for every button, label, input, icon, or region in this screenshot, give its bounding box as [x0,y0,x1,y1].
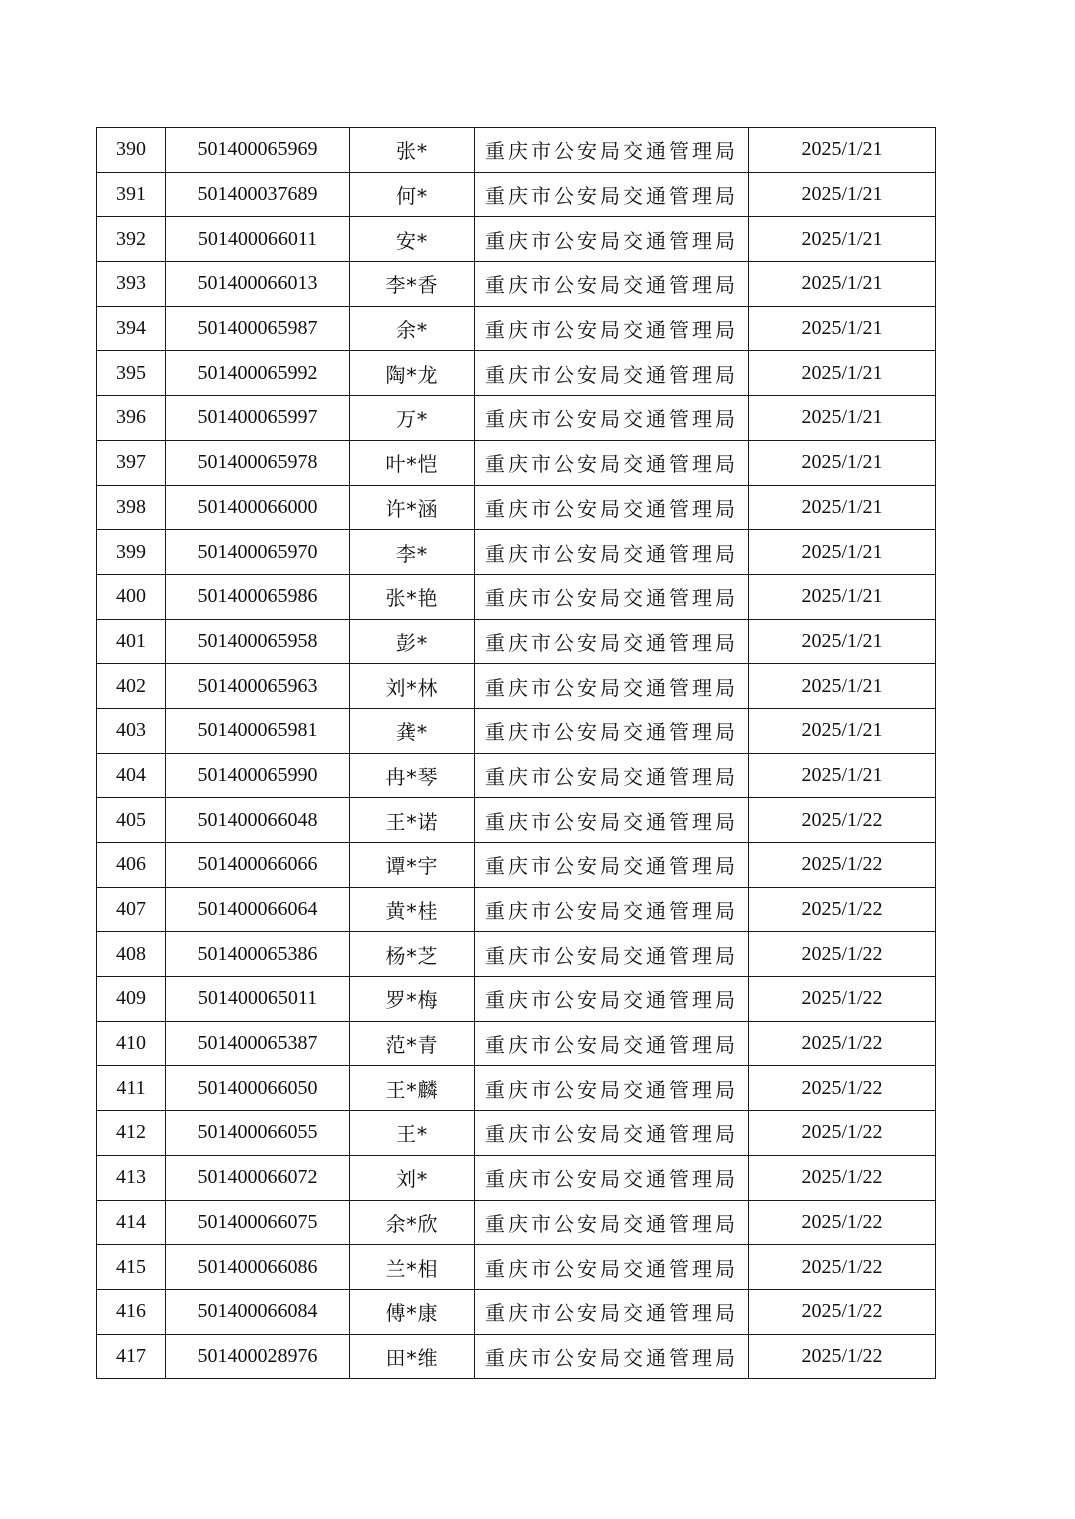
id-number-cell: 501400066048 [166,798,350,843]
row-number-cell: 416 [97,1289,166,1334]
name-cell: 傅*康 [350,1289,475,1334]
table-row [97,1289,936,1334]
row-number-cell: 392 [97,217,166,262]
date-cell: 2025/1/21 [749,440,936,485]
name-cell: 余*欣 [350,1200,475,1245]
id-number-cell: 501400065963 [166,664,350,709]
table-row [97,1066,936,1111]
organization-cell: 重庆市公安局交通管理局 [475,306,749,351]
organization-cell: 重庆市公安局交通管理局 [475,172,749,217]
row-number-cell: 399 [97,530,166,575]
date-cell: 2025/1/21 [749,574,936,619]
name-cell: 谭*宇 [350,843,475,888]
name-cell: 罗*梅 [350,977,475,1022]
name-cell: 杨*芝 [350,932,475,977]
table-row [97,396,936,441]
row-number-cell: 396 [97,396,166,441]
date-cell: 2025/1/22 [749,887,936,932]
name-cell: 李* [350,530,475,575]
organization-cell: 重庆市公安局交通管理局 [475,1155,749,1200]
name-cell: 叶*恺 [350,440,475,485]
table-row [97,1200,936,1245]
name-cell: 田*维 [350,1334,475,1379]
row-number-cell: 394 [97,306,166,351]
date-cell: 2025/1/22 [749,1111,936,1156]
table-row [97,217,936,262]
name-cell: 安* [350,217,475,262]
id-number-cell: 501400065987 [166,306,350,351]
id-number-cell: 501400037689 [166,172,350,217]
records-table-body [97,128,936,1379]
table-row [97,843,936,888]
id-number-cell: 501400065011 [166,977,350,1022]
row-number-cell: 413 [97,1155,166,1200]
name-cell: 许*涵 [350,485,475,530]
name-cell: 万* [350,396,475,441]
row-number-cell: 410 [97,1021,166,1066]
date-cell: 2025/1/21 [749,708,936,753]
organization-cell: 重庆市公安局交通管理局 [475,932,749,977]
name-cell: 张*艳 [350,574,475,619]
organization-cell: 重庆市公安局交通管理局 [475,1021,749,1066]
organization-cell: 重庆市公安局交通管理局 [475,440,749,485]
row-number-cell: 402 [97,664,166,709]
table-row [97,172,936,217]
id-number-cell: 501400066072 [166,1155,350,1200]
id-number-cell: 501400065958 [166,619,350,664]
date-cell: 2025/1/21 [749,306,936,351]
row-number-cell: 414 [97,1200,166,1245]
date-cell: 2025/1/21 [749,619,936,664]
organization-cell: 重庆市公安局交通管理局 [475,1200,749,1245]
organization-cell: 重庆市公安局交通管理局 [475,530,749,575]
date-cell: 2025/1/21 [749,664,936,709]
date-cell: 2025/1/22 [749,1200,936,1245]
organization-cell: 重庆市公安局交通管理局 [475,708,749,753]
table-row [97,932,936,977]
organization-cell: 重庆市公安局交通管理局 [475,217,749,262]
date-cell: 2025/1/22 [749,932,936,977]
organization-cell: 重庆市公安局交通管理局 [475,351,749,396]
date-cell: 2025/1/22 [749,1245,936,1290]
name-cell: 余* [350,306,475,351]
id-number-cell: 501400066064 [166,887,350,932]
row-number-cell: 411 [97,1066,166,1111]
table-row [97,530,936,575]
row-number-cell: 409 [97,977,166,1022]
table-row [97,977,936,1022]
table-row [97,619,936,664]
name-cell: 王*麟 [350,1066,475,1111]
id-number-cell: 501400065981 [166,708,350,753]
row-number-cell: 391 [97,172,166,217]
table-row [97,1334,936,1379]
organization-cell: 重庆市公安局交通管理局 [475,262,749,307]
date-cell: 2025/1/21 [749,262,936,307]
organization-cell: 重庆市公安局交通管理局 [475,128,749,173]
name-cell: 陶*龙 [350,351,475,396]
table-row [97,351,936,396]
name-cell: 何* [350,172,475,217]
table-row [97,887,936,932]
table-row [97,753,936,798]
row-number-cell: 417 [97,1334,166,1379]
date-cell: 2025/1/21 [749,530,936,575]
organization-cell: 重庆市公安局交通管理局 [475,1289,749,1334]
id-number-cell: 501400065990 [166,753,350,798]
table-row [97,440,936,485]
table-row [97,128,936,173]
row-number-cell: 405 [97,798,166,843]
organization-cell: 重庆市公安局交通管理局 [475,1334,749,1379]
organization-cell: 重庆市公安局交通管理局 [475,887,749,932]
name-cell: 兰*相 [350,1245,475,1290]
name-cell: 黄*桂 [350,887,475,932]
id-number-cell: 501400065970 [166,530,350,575]
organization-cell: 重庆市公安局交通管理局 [475,485,749,530]
organization-cell: 重庆市公安局交通管理局 [475,843,749,888]
id-number-cell: 501400028976 [166,1334,350,1379]
table-row [97,708,936,753]
id-number-cell: 501400066055 [166,1111,350,1156]
table-row [97,664,936,709]
id-number-cell: 501400065387 [166,1021,350,1066]
records-table [96,127,936,1379]
row-number-cell: 412 [97,1111,166,1156]
row-number-cell: 407 [97,887,166,932]
date-cell: 2025/1/22 [749,1289,936,1334]
table-row [97,1021,936,1066]
row-number-cell: 400 [97,574,166,619]
organization-cell: 重庆市公安局交通管理局 [475,396,749,441]
table-row [97,1111,936,1156]
date-cell: 2025/1/22 [749,977,936,1022]
organization-cell: 重庆市公安局交通管理局 [475,977,749,1022]
name-cell: 张* [350,128,475,173]
id-number-cell: 501400065992 [166,351,350,396]
table-row [97,1245,936,1290]
name-cell: 王* [350,1111,475,1156]
date-cell: 2025/1/22 [749,1066,936,1111]
row-number-cell: 401 [97,619,166,664]
name-cell: 李*香 [350,262,475,307]
organization-cell: 重庆市公安局交通管理局 [475,753,749,798]
date-cell: 2025/1/22 [749,1155,936,1200]
date-cell: 2025/1/22 [749,798,936,843]
name-cell: 刘*林 [350,664,475,709]
organization-cell: 重庆市公安局交通管理局 [475,1245,749,1290]
name-cell: 彭* [350,619,475,664]
table-row [97,798,936,843]
row-number-cell: 406 [97,843,166,888]
organization-cell: 重庆市公安局交通管理局 [475,1111,749,1156]
date-cell: 2025/1/22 [749,843,936,888]
name-cell: 王*诺 [350,798,475,843]
id-number-cell: 501400066011 [166,217,350,262]
row-number-cell: 403 [97,708,166,753]
date-cell: 2025/1/21 [749,485,936,530]
date-cell: 2025/1/22 [749,1334,936,1379]
id-number-cell: 501400066000 [166,485,350,530]
name-cell: 冉*琴 [350,753,475,798]
date-cell: 2025/1/21 [749,396,936,441]
date-cell: 2025/1/21 [749,351,936,396]
name-cell: 范*青 [350,1021,475,1066]
row-number-cell: 415 [97,1245,166,1290]
id-number-cell: 501400066075 [166,1200,350,1245]
id-number-cell: 501400065969 [166,128,350,173]
row-number-cell: 390 [97,128,166,173]
row-number-cell: 404 [97,753,166,798]
date-cell: 2025/1/21 [749,217,936,262]
id-number-cell: 501400066066 [166,843,350,888]
date-cell: 2025/1/21 [749,753,936,798]
id-number-cell: 501400065986 [166,574,350,619]
id-number-cell: 501400066086 [166,1245,350,1290]
id-number-cell: 501400065978 [166,440,350,485]
table-row [97,1155,936,1200]
table-row [97,306,936,351]
row-number-cell: 393 [97,262,166,307]
organization-cell: 重庆市公安局交通管理局 [475,664,749,709]
row-number-cell: 408 [97,932,166,977]
id-number-cell: 501400066084 [166,1289,350,1334]
date-cell: 2025/1/21 [749,172,936,217]
organization-cell: 重庆市公安局交通管理局 [475,1066,749,1111]
id-number-cell: 501400066013 [166,262,350,307]
organization-cell: 重庆市公安局交通管理局 [475,574,749,619]
id-number-cell: 501400065386 [166,932,350,977]
row-number-cell: 395 [97,351,166,396]
organization-cell: 重庆市公安局交通管理局 [475,619,749,664]
name-cell: 刘* [350,1155,475,1200]
row-number-cell: 398 [97,485,166,530]
id-number-cell: 501400066050 [166,1066,350,1111]
organization-cell: 重庆市公安局交通管理局 [475,798,749,843]
id-number-cell: 501400065997 [166,396,350,441]
date-cell: 2025/1/21 [749,128,936,173]
row-number-cell: 397 [97,440,166,485]
table-row [97,574,936,619]
name-cell: 龚* [350,708,475,753]
date-cell: 2025/1/22 [749,1021,936,1066]
table-row [97,262,936,307]
table-row [97,485,936,530]
